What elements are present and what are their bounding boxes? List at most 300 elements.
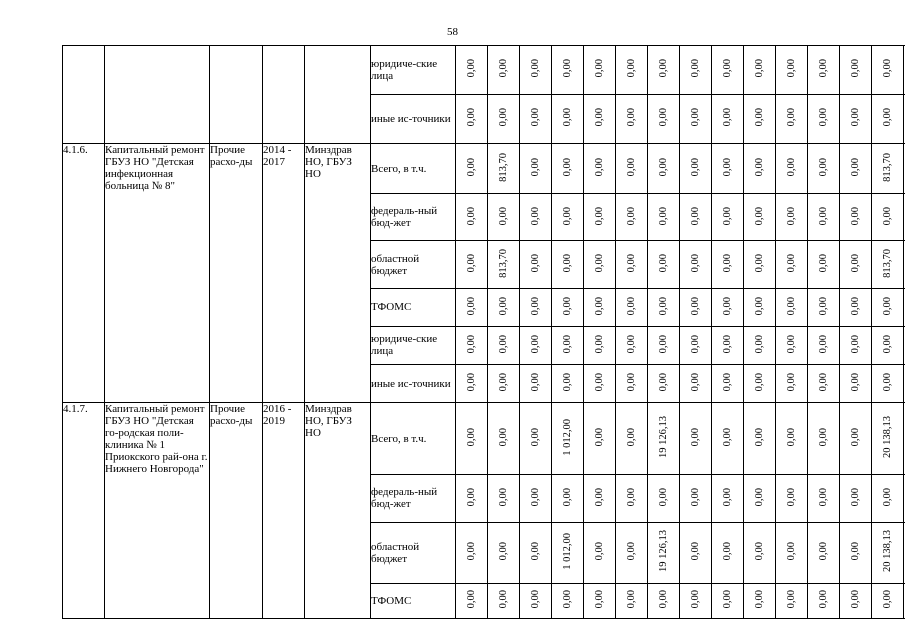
value-text: 0,00 <box>785 59 797 78</box>
value-text: 0,00 <box>849 108 861 127</box>
value-cell <box>712 583 744 618</box>
funding-source-cell: федераль-ный бюд-жет <box>371 194 456 241</box>
value-text: 0,00 <box>657 158 669 177</box>
value-text: 0,00 <box>721 254 733 273</box>
value-text: 0,00 <box>689 542 701 561</box>
value-cell <box>488 583 520 618</box>
value-cell <box>712 474 744 522</box>
value-cell <box>840 289 872 326</box>
value-text: 0,00 <box>849 542 861 561</box>
value-cell <box>872 144 904 194</box>
value-text: 0,00 <box>465 59 477 78</box>
value-text: 0,00 <box>561 590 573 609</box>
value-cell <box>840 522 872 583</box>
value-text: 0,00 <box>881 296 893 316</box>
value-text: 0,00 <box>753 296 765 316</box>
value-text: 0,00 <box>753 542 765 561</box>
value-text: 0,00 <box>625 108 637 127</box>
value-cell <box>488 95 520 144</box>
value-text: 0,00 <box>497 542 509 561</box>
value-text: 0,00 <box>817 108 829 127</box>
value-cell <box>808 144 840 194</box>
value-cell <box>744 289 776 326</box>
funding-source-cell: юридиче-ские лица <box>371 326 456 364</box>
value-cell <box>520 46 552 95</box>
value-cell <box>776 95 808 144</box>
value-text: 0,00 <box>497 487 509 507</box>
value-cell <box>840 474 872 522</box>
value-cell <box>520 95 552 144</box>
value-text: 0,00 <box>849 206 861 225</box>
value-cell <box>744 522 776 583</box>
expense-type-cell: Прочие расхо-ды <box>210 403 263 619</box>
value-text: 0,00 <box>465 590 477 609</box>
value-cell <box>584 194 616 241</box>
value-text: 0,00 <box>689 590 701 609</box>
value-text: 0,00 <box>689 427 701 447</box>
value-text: 0,00 <box>785 254 797 273</box>
value-cell <box>840 365 872 403</box>
value-text: 0,00 <box>529 427 541 447</box>
value-text: 0,00 <box>689 296 701 316</box>
value-cell <box>552 289 584 326</box>
value-cell <box>616 365 648 403</box>
value-text: 0,00 <box>497 206 509 225</box>
value-cell <box>552 365 584 403</box>
value-cell <box>616 289 648 326</box>
value-text: 0,00 <box>721 373 733 392</box>
value-text: 0,00 <box>561 334 573 353</box>
value-text: 0,00 <box>657 373 669 392</box>
period-years-cell: 2016 - 2019 <box>263 403 305 619</box>
value-text: 0,00 <box>593 59 605 78</box>
value-text: 0,00 <box>849 296 861 316</box>
value-cell <box>584 95 616 144</box>
funding-source-cell: иные ис-точники <box>371 95 456 144</box>
value-cell <box>520 583 552 618</box>
value-text: 0,00 <box>689 108 701 127</box>
value-text: 0,00 <box>497 590 509 609</box>
value-cell <box>488 522 520 583</box>
value-text: 0,00 <box>817 296 829 316</box>
value-cell <box>680 522 712 583</box>
value-text: 0,00 <box>817 542 829 561</box>
value-cell <box>776 144 808 194</box>
value-text: 20 138,13 <box>881 416 893 459</box>
funding-source-cell: иные ис-точники <box>371 365 456 403</box>
value-text: 0,00 <box>593 373 605 392</box>
value-text: 0,00 <box>785 296 797 316</box>
value-cell <box>776 583 808 618</box>
value-cell <box>744 403 776 474</box>
value-cell <box>520 289 552 326</box>
value-cell <box>872 474 904 522</box>
value-cell <box>488 241 520 289</box>
value-text: 0,00 <box>753 427 765 447</box>
value-text: 0,00 <box>657 59 669 78</box>
value-cell <box>680 95 712 144</box>
value-cell <box>648 583 680 618</box>
value-cell <box>808 403 840 474</box>
value-cell <box>584 241 616 289</box>
value-text: 0,00 <box>497 427 509 447</box>
value-text: 0,00 <box>849 427 861 447</box>
value-cell <box>680 194 712 241</box>
value-text: 0,00 <box>785 542 797 561</box>
value-cell <box>648 194 680 241</box>
value-text: 0,00 <box>497 373 509 392</box>
value-cell <box>776 403 808 474</box>
value-cell <box>744 241 776 289</box>
value-cell <box>808 365 840 403</box>
value-cell <box>584 365 616 403</box>
value-cell <box>712 326 744 364</box>
value-text: 0,00 <box>593 334 605 353</box>
value-text: 1 012,00 <box>561 418 573 456</box>
value-text: 0,00 <box>625 296 637 316</box>
value-cell <box>456 365 488 403</box>
value-cell <box>872 326 904 364</box>
value-cell <box>584 326 616 364</box>
value-cell <box>744 144 776 194</box>
value-cell <box>872 365 904 403</box>
value-text: 0,00 <box>593 427 605 447</box>
value-text: 0,00 <box>657 334 669 353</box>
value-cell <box>776 522 808 583</box>
value-text: 0,00 <box>529 254 541 273</box>
value-text: 0,00 <box>753 158 765 177</box>
value-text: 0,00 <box>625 590 637 609</box>
value-text: 0,00 <box>753 108 765 127</box>
value-text: 813,70 <box>497 152 509 182</box>
value-cell <box>616 522 648 583</box>
value-cell <box>456 403 488 474</box>
item-name-cell: Капитальный ремонт ГБУЗ НО "Детская инфекционная больница № 8" <box>105 144 210 403</box>
value-cell <box>552 326 584 364</box>
value-text: 813,70 <box>497 248 509 278</box>
value-text: 0,00 <box>753 590 765 609</box>
expense-type-cell: Прочие расхо-ды <box>210 144 263 403</box>
value-cell <box>744 46 776 95</box>
value-text: 0,00 <box>593 487 605 507</box>
value-cell <box>648 95 680 144</box>
value-cell <box>488 365 520 403</box>
value-cell <box>616 326 648 364</box>
value-cell <box>712 46 744 95</box>
value-cell <box>648 522 680 583</box>
value-text: 1 012,00 <box>561 532 573 570</box>
value-text: 0,00 <box>849 59 861 78</box>
value-cell <box>744 194 776 241</box>
value-cell <box>456 241 488 289</box>
value-cell <box>776 194 808 241</box>
value-cell <box>872 46 904 95</box>
value-text: 0,00 <box>785 373 797 392</box>
value-text: 0,00 <box>721 427 733 447</box>
value-text: 0,00 <box>465 427 477 447</box>
funding-source-cell: областной бюджет <box>371 522 456 583</box>
executor-cell: Минздрав НО, ГБУЗ НО <box>305 403 371 619</box>
value-cell <box>584 583 616 618</box>
value-text: 0,00 <box>721 59 733 78</box>
funding-source-cell: Всего, в т.ч. <box>371 144 456 194</box>
value-cell <box>456 522 488 583</box>
value-text: 0,00 <box>465 158 477 177</box>
value-text: 0,00 <box>753 334 765 353</box>
value-cell <box>552 95 584 144</box>
item-name-cell <box>105 46 210 144</box>
value-text: 0,00 <box>881 108 893 127</box>
value-cell <box>712 144 744 194</box>
value-cell <box>680 403 712 474</box>
value-text: 0,00 <box>465 296 477 316</box>
value-text: 0,00 <box>625 427 637 447</box>
value-text: 0,00 <box>657 108 669 127</box>
value-text: 0,00 <box>785 158 797 177</box>
funding-source-cell: федераль-ный бюд-жет <box>371 474 456 522</box>
funding-source-cell: областной бюджет <box>371 241 456 289</box>
value-cell <box>712 95 744 144</box>
value-text: 0,00 <box>689 254 701 273</box>
value-cell <box>520 365 552 403</box>
value-cell <box>648 241 680 289</box>
value-cell <box>648 326 680 364</box>
executor-cell <box>305 46 371 144</box>
value-text: 0,00 <box>689 158 701 177</box>
value-cell <box>616 144 648 194</box>
expense-type-cell <box>210 46 263 144</box>
value-text: 0,00 <box>465 334 477 353</box>
value-text: 0,00 <box>881 334 893 353</box>
value-text: 0,00 <box>529 296 541 316</box>
value-text: 0,00 <box>849 334 861 353</box>
value-cell <box>872 403 904 474</box>
value-cell <box>584 144 616 194</box>
value-text: 0,00 <box>529 542 541 561</box>
table-row <box>63 144 904 194</box>
value-text: 0,00 <box>721 487 733 507</box>
value-text: 0,00 <box>657 590 669 609</box>
executor-cell: Минздрав НО, ГБУЗ НО <box>305 144 371 403</box>
value-text: 0,00 <box>625 254 637 273</box>
value-text: 0,00 <box>593 254 605 273</box>
value-text: 0,00 <box>721 296 733 316</box>
value-cell <box>840 194 872 241</box>
value-cell <box>456 583 488 618</box>
value-cell <box>520 194 552 241</box>
value-cell <box>488 474 520 522</box>
value-cell <box>840 583 872 618</box>
value-text: 0,00 <box>593 108 605 127</box>
value-cell <box>712 241 744 289</box>
value-text: 0,00 <box>753 254 765 273</box>
value-cell <box>808 326 840 364</box>
value-text: 0,00 <box>465 542 477 561</box>
value-cell <box>520 326 552 364</box>
value-text: 0,00 <box>817 373 829 392</box>
value-cell <box>808 46 840 95</box>
value-cell <box>488 326 520 364</box>
value-text: 0,00 <box>593 158 605 177</box>
value-cell <box>616 474 648 522</box>
value-text: 0,00 <box>817 590 829 609</box>
value-cell <box>808 194 840 241</box>
value-cell <box>616 241 648 289</box>
value-text: 0,00 <box>529 373 541 392</box>
value-text: 0,00 <box>465 254 477 273</box>
value-text: 0,00 <box>817 334 829 353</box>
value-cell <box>872 194 904 241</box>
value-cell <box>776 241 808 289</box>
value-text: 0,00 <box>657 254 669 273</box>
value-cell <box>712 522 744 583</box>
value-cell <box>776 289 808 326</box>
funding-source-cell: ТФОМС <box>371 289 456 326</box>
value-text: 0,00 <box>785 108 797 127</box>
value-cell <box>744 95 776 144</box>
item-name-cell: Капитальный ремонт ГБУЗ НО "Детская го-родская поли-клиника № 1 Приокского рай-она г. Нижнего Новгорода" <box>105 403 210 619</box>
value-text: 0,00 <box>785 334 797 353</box>
value-cell <box>616 194 648 241</box>
value-text: 0,00 <box>817 427 829 447</box>
value-text: 0,00 <box>561 59 573 78</box>
value-text: 0,00 <box>849 158 861 177</box>
value-cell <box>616 583 648 618</box>
value-cell <box>680 326 712 364</box>
value-text: 0,00 <box>561 158 573 177</box>
value-text: 0,00 <box>625 542 637 561</box>
value-cell <box>488 144 520 194</box>
value-text: 0,00 <box>721 108 733 127</box>
value-text: 0,00 <box>529 108 541 127</box>
value-text: 0,00 <box>657 296 669 316</box>
value-text: 0,00 <box>625 59 637 78</box>
value-text: 0,00 <box>785 487 797 507</box>
value-cell <box>872 522 904 583</box>
value-cell <box>872 583 904 618</box>
value-cell <box>456 144 488 194</box>
value-text: 0,00 <box>785 427 797 447</box>
value-cell <box>776 46 808 95</box>
value-text: 0,00 <box>465 487 477 507</box>
budget-table <box>62 45 904 619</box>
value-text: 0,00 <box>625 206 637 225</box>
value-text: 0,00 <box>689 334 701 353</box>
value-cell <box>680 474 712 522</box>
value-cell <box>744 365 776 403</box>
value-text: 0,00 <box>465 108 477 127</box>
value-text: 0,00 <box>817 206 829 225</box>
value-cell <box>456 46 488 95</box>
funding-source-cell: ТФОМС <box>371 583 456 618</box>
value-cell <box>648 403 680 474</box>
funding-source-cell: юридиче-ские лица <box>371 46 456 95</box>
value-text: 0,00 <box>657 487 669 507</box>
value-cell <box>456 474 488 522</box>
value-cell <box>648 46 680 95</box>
value-cell <box>776 326 808 364</box>
value-cell <box>552 474 584 522</box>
value-cell <box>808 583 840 618</box>
value-cell <box>712 365 744 403</box>
value-text: 0,00 <box>625 158 637 177</box>
value-cell <box>456 289 488 326</box>
value-cell <box>808 289 840 326</box>
value-cell <box>552 144 584 194</box>
value-cell <box>648 289 680 326</box>
value-cell <box>584 46 616 95</box>
value-cell <box>520 474 552 522</box>
value-text: 0,00 <box>689 59 701 78</box>
value-text: 0,00 <box>753 59 765 78</box>
value-text: 0,00 <box>593 590 605 609</box>
value-cell <box>456 326 488 364</box>
value-text: 0,00 <box>817 487 829 507</box>
value-text: 0,00 <box>465 206 477 225</box>
value-text: 0,00 <box>721 334 733 353</box>
value-text: 0,00 <box>721 590 733 609</box>
value-text: 0,00 <box>753 206 765 225</box>
value-cell <box>488 289 520 326</box>
value-text: 19 126,13 <box>657 416 669 459</box>
value-text: 0,00 <box>721 542 733 561</box>
value-cell <box>808 241 840 289</box>
value-text: 0,00 <box>817 254 829 273</box>
value-text: 0,00 <box>497 334 509 353</box>
value-text: 0,00 <box>881 373 893 392</box>
value-cell <box>808 522 840 583</box>
value-cell <box>680 241 712 289</box>
value-text: 0,00 <box>625 334 637 353</box>
value-text: 813,70 <box>881 152 893 182</box>
item-code-cell: 4.1.6. <box>63 144 105 403</box>
value-text: 0,00 <box>881 590 893 609</box>
value-cell <box>744 583 776 618</box>
value-text: 0,00 <box>593 542 605 561</box>
value-cell <box>680 144 712 194</box>
item-code-cell <box>63 46 105 144</box>
value-text: 0,00 <box>881 487 893 507</box>
value-cell <box>872 241 904 289</box>
value-cell <box>456 194 488 241</box>
value-cell <box>808 95 840 144</box>
value-text: 0,00 <box>593 206 605 225</box>
value-text: 813,70 <box>881 248 893 278</box>
value-cell <box>616 95 648 144</box>
value-cell <box>552 403 584 474</box>
value-cell <box>776 365 808 403</box>
value-cell <box>712 194 744 241</box>
value-text: 0,00 <box>689 206 701 225</box>
value-cell <box>680 46 712 95</box>
value-cell <box>840 95 872 144</box>
value-cell <box>552 241 584 289</box>
value-text: 0,00 <box>561 254 573 273</box>
value-cell <box>872 95 904 144</box>
value-cell <box>840 144 872 194</box>
table-row <box>63 46 904 95</box>
value-text: 0,00 <box>753 373 765 392</box>
value-cell <box>616 403 648 474</box>
value-text: 19 126,13 <box>657 530 669 573</box>
value-cell <box>552 583 584 618</box>
value-text: 0,00 <box>561 296 573 316</box>
value-cell <box>584 289 616 326</box>
value-cell <box>488 403 520 474</box>
value-text: 0,00 <box>561 206 573 225</box>
value-cell <box>648 144 680 194</box>
period-years-cell: 2014 - 2017 <box>263 144 305 403</box>
